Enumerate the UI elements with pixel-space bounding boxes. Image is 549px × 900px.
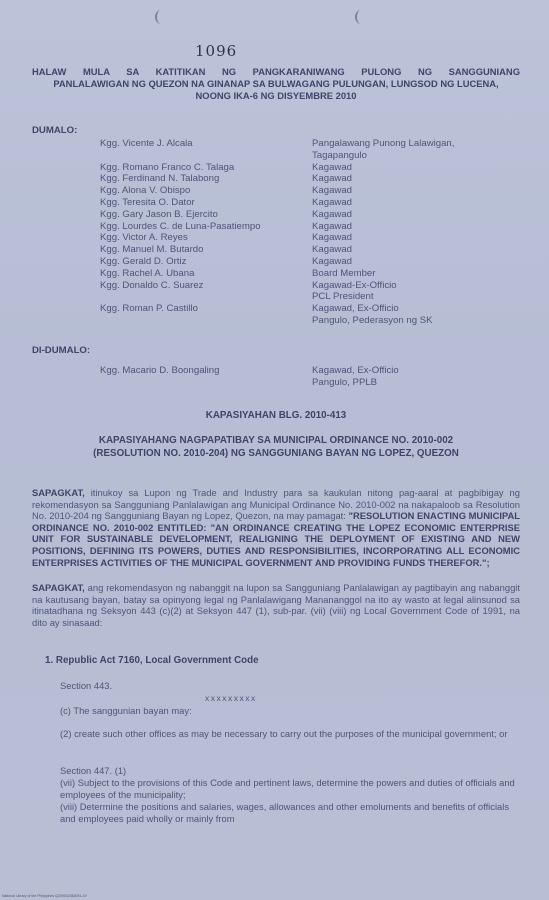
- present-member-title: Kagawad: [312, 220, 353, 232]
- present-member-title: Kagawad: [312, 232, 353, 244]
- present-member-name: Kgg. Vicente J. Alcala: [100, 138, 193, 149]
- header-line-3: NOONG IKA-6 NG DISYEMBRE 2010: [195, 90, 357, 101]
- present-member-name: Kgg. Rachel A. Ubana: [100, 267, 195, 279]
- item-2: (2) create such other offices as may be necessary to carry out the purposes of the municipal government; or: [60, 728, 508, 739]
- present-member-title: Kagawad: [312, 256, 353, 267]
- present-member-title: Kagawad: [312, 244, 353, 256]
- present-member-title: Kagawad: [312, 161, 353, 173]
- resolution-number: KAPASIYAHAN BLG. 2010-413: [205, 410, 347, 421]
- present-member-title: Kagawad-Ex-Officio: [312, 279, 397, 291]
- present-member-title: Kagawad: [312, 185, 353, 197]
- paragraph-2-lead: SAPAGKAT,: [32, 582, 85, 593]
- present-member-name: Kgg. Gary Jason B. Ejercito: [100, 208, 218, 220]
- present-member-title: Tagapangulo: [312, 149, 367, 161]
- present-member-title: Kagawad, Ex-Officio: [312, 303, 399, 315]
- header-line-1: HALAW MULA SA KATITIKAN NG PANGKARANIWANG PULONG NG SANGGUNIANG: [32, 66, 520, 77]
- present-member-title: Board Member: [312, 267, 376, 279]
- present-member-name: Kgg. Teresita O. Dator: [100, 197, 195, 208]
- dumalo-label: DUMALO:: [32, 125, 78, 136]
- item-vii: (vii) Subject to the provisions of this Code and pertinent laws, determine the powers and duties of officials and employees of the municipality;: [60, 777, 515, 800]
- di-dumalo-label: DI-DUMALO:: [32, 345, 91, 356]
- present-member-title: Kagawad: [312, 197, 353, 208]
- ra-heading: 1. Republic Act 7160, Local Government Code: [45, 655, 259, 666]
- punch-hole-left: [155, 10, 167, 24]
- section-443: Section 443.: [60, 680, 113, 691]
- present-member-name: Kgg. Lourdes C. de Luna-Pasatiempo: [100, 220, 261, 232]
- section-447: Section 447. (1): [60, 765, 127, 776]
- present-member-name: Kgg. Victor A. Reyes: [100, 232, 188, 244]
- present-member-name: Kgg. Romano Franco C. Talaga: [100, 161, 235, 173]
- footer-note: National Library of the Philippines QZ09002383051-19: [2, 894, 87, 898]
- present-member-name: Kgg. Ferdinand N. Talabong: [100, 173, 220, 185]
- paragraph-1-lead: SAPAGKAT,: [32, 487, 85, 498]
- omission-marks: xxxxxxxxx: [205, 693, 257, 703]
- present-member-name: Kgg. Donaldo C. Suarez: [100, 279, 204, 291]
- paragraph-1: [32, 487, 520, 568]
- paragraph-2-text: ang rekomendasyon ng nabanggit na lupon sa Sangguniang Panlalawigan ay pagtibayin ang nabanggit na kautusang bayan, batay sa opinyong legal ng Panlalawigang Manananggol na ito ay wasto at legal alinsunod sa itinatadhana ng Seksyon 443 (c)(2) at Seksyon 447 (1), sub-par. (vii) (viii) ng Local Government Code of 1991, na dito ay sinasaad:: [32, 582, 520, 628]
- item-viii: (viii) Determine the positions and salaries, wages, allowances and other emoluments and benefits of officials and employees paid wholly or mainly from: [60, 801, 510, 824]
- present-member-title: Pangulo, Pederasyon ng SK: [312, 315, 433, 326]
- c-line: (c) The sanggunian bayan may:: [60, 705, 192, 716]
- present-member-name: Kgg. Alona V. Obispo: [100, 185, 191, 197]
- present-member-title: PCL President: [312, 291, 374, 303]
- present-member-title: Pangalawang Punong Lalawigan,: [312, 138, 455, 149]
- present-member-title: Kagawad: [312, 173, 353, 185]
- paragraph-1-bold: "RESOLUTION ENACTING MUNICIPAL ORDINANCE NO. 2010-002 ENTITLED: "AN ORDINANCE CREATING THE LOPEZ ECONOMIC ENTERPRISE UNIT FOR SUSTAINABLE DEVELOPMENT, REALIGNING THE DEPLOYMENT OF EXISTING AND NEW POSITIONS, DEFINING ITS POWERS, DUTIES AND RESPONSIBILITIES, INCORPORATING ALL ECONOMIC ENTERPRISES ACTIVITIES OF THE MUNICIPAL GOVERNMENT AND PROVIDING FUNDS THEREFOR.";: [32, 510, 520, 568]
- resolution-title-line-2: (RESOLUTION NO. 2010-204) NG SANGGUNIANG BAYAN NG LOPEZ, QUEZON: [93, 448, 459, 459]
- paragraph-2: [32, 582, 520, 628]
- present-member-name: Kgg. Manuel M. Butardo: [100, 244, 204, 256]
- present-member-name: Kgg. Roman P. Castillo: [100, 303, 198, 315]
- stamp-number: 1096: [195, 42, 238, 60]
- header-line-2: PANLALAWIGAN NG QUEZON NA GINANAP SA BULWAGANG PULUNGAN, LUNGSOD NG LUCENA,: [53, 78, 499, 89]
- resolution-title-line-1: KAPASIYAHANG NAGPAPATIBAY SA MUNICIPAL ORDINANCE NO. 2010-002: [98, 435, 454, 446]
- absent-member-title: Kagawad, Ex-Officio: [312, 365, 399, 376]
- punch-hole-right: [355, 10, 367, 24]
- document-header: [32, 66, 520, 102]
- absent-member-title: Pangulo, PPLB: [312, 376, 378, 388]
- present-member-name: Kgg. Gerald D. Ortiz: [100, 256, 187, 267]
- paragraph-1-text: itinukoy sa Lupon ng Trade and Industry para sa kaukulan nitong pag-aaral at pagbibigay ng rekomendasyon sa Sangguniang Panlalawigan ang Municipal Ordinance No. 2010-002 na nakapaloob sa Resolution No. 2010-204 ng Sangguniang Bayan ng Lopez, Quezon, na may pamagat:: [32, 487, 520, 522]
- present-member-title: Kagawad: [312, 208, 353, 220]
- absent-member-name: Kgg. Macario D. Boongaling: [100, 365, 220, 376]
